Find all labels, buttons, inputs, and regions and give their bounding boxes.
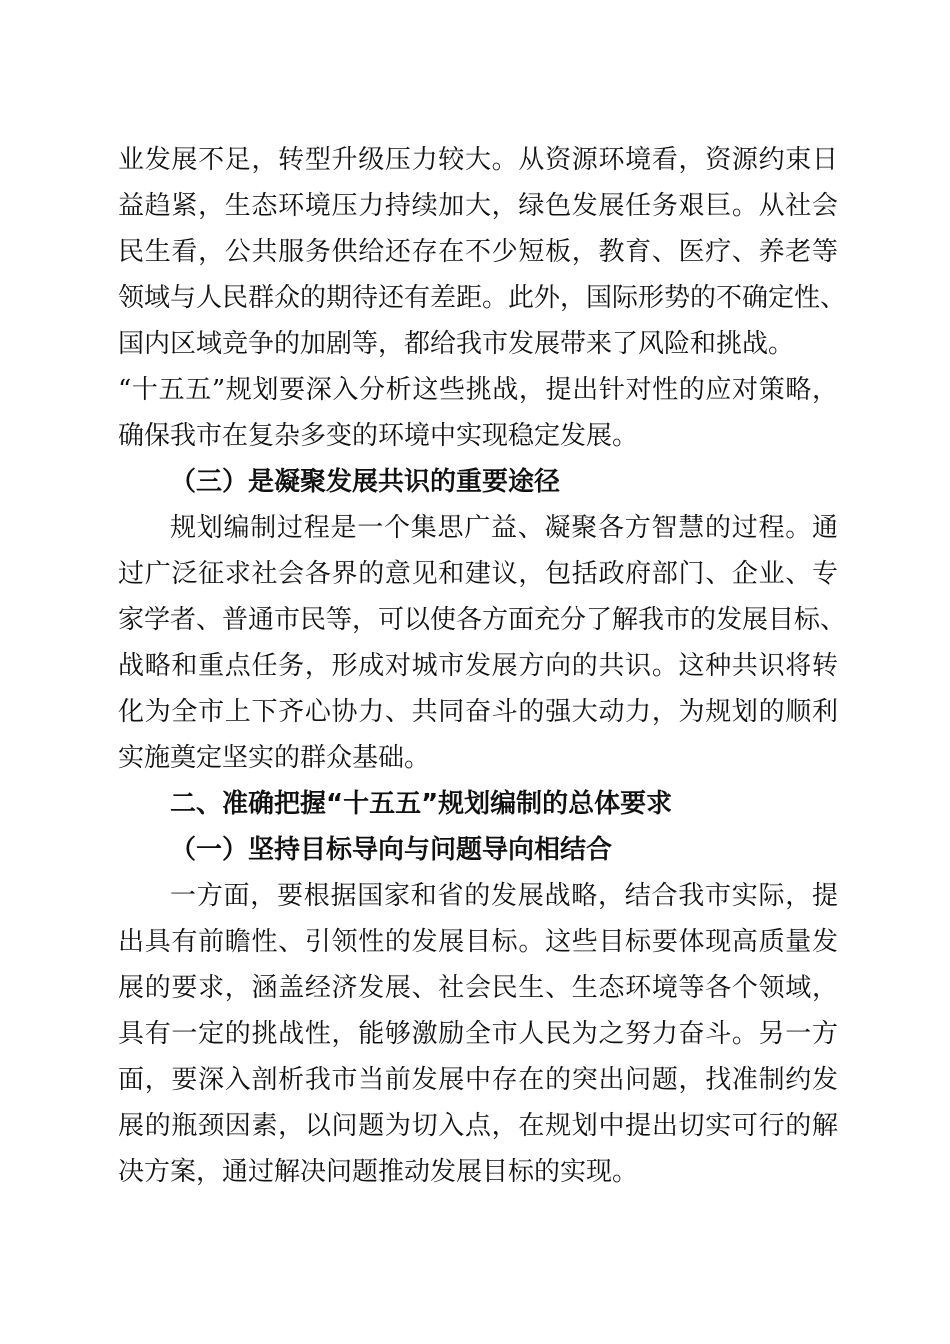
text-line: 决方案，通过解决问题推动发展目标的实现。 [118,1157,639,1187]
text-line: 民生看，公共服务供给还存在不少短板，教育、医疗、养老等 [118,237,838,267]
paragraph-consensus [118,505,847,781]
text-line: 面，要深入剖析我市当前发展中存在的突出问题，找准制约发 [118,1065,838,1095]
text-line: 展的瓶颈因素，以问题为切入点，在规划中提出切实可行的解 [118,1111,838,1141]
text-line: 战略和重点任务，形成对城市发展方向的共识。这种共识将转 [118,651,838,681]
section-heading-requirements: 二、准确把握“十五五”规划编制的总体要求 [170,789,673,819]
document-body [118,137,847,1195]
text-line: 过广泛征求社会各界的意见和建议，包括政府部门、企业、专 [118,559,838,589]
paragraph-goal-problem [118,873,838,1195]
text-line: 业发展不足，转型升级压力较大。从资源环境看，资源约束日 [118,145,838,175]
text-line: 家学者、普通市民等，可以使各方面充分了解我市的发展目标、 [118,605,847,635]
text-line: 确保我市在复杂多变的环境中实现稳定发展。 [118,421,639,451]
text-line: 具有一定的挑战性，能够激励全市人民为之努力奋斗。另一方 [118,1019,838,1049]
text-line: 国内区域竞争的加剧等，都给我市发展带来了风险和挑战。 [118,329,795,359]
text-line: 化为全市上下齐心协力、共同奋斗的强大动力，为规划的顺利 [118,697,838,727]
text-line: 出具有前瞻性、引领性的发展目标。这些目标要体现高质量发 [118,927,838,957]
text-line: 领域与人民群众的期待还有差距。此外，国际形势的不确定性、 [118,283,847,313]
paragraph-challenges [118,137,847,459]
text-line: 一方面，要根据国家和省的发展战略，结合我市实际，提 [170,881,838,911]
text-line: 规划编制过程是一个集思广益、凝聚各方智慧的过程。通 [170,513,838,543]
text-line: 实施奠定坚实的群众基础。 [118,743,431,773]
subheading-goal-problem: （一）坚持目标导向与问题导向相结合 [170,835,613,865]
subheading-consensus: （三）是凝聚发展共识的重要途径 [170,467,561,497]
text-line: “十五五”规划要深入分析这些挑战，提出针对性的应对策略， [118,375,838,405]
text-line: 益趋紧，生态环境压力持续加大，绿色发展任务艰巨。从社会 [118,191,838,221]
text-line: 展的要求，涵盖经济发展、社会民生、生态环境等各个领域， [118,973,838,1003]
